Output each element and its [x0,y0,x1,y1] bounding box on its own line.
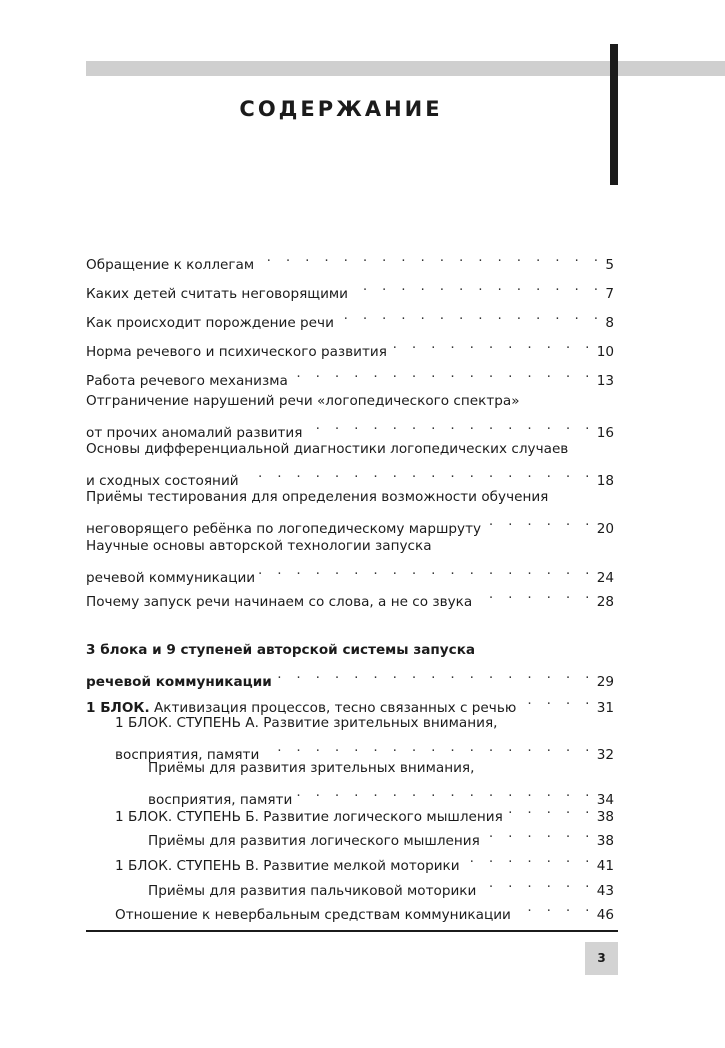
toc-block-label: 1 БЛОК. [86,700,150,716]
toc-entry-line [86,361,614,389]
toc-page-number: 13 [596,373,614,389]
toc-entry[interactable] [115,711,614,763]
toc-entry-text: от прочих аномалий развития [86,425,303,441]
dot-leader [276,662,595,686]
dot-leader [352,274,603,298]
toc-entry-line [86,688,614,716]
toc-page-number: 16 [596,425,614,441]
toc-entry-text: Каких детей считать неговорящими [86,286,349,302]
toc-page-number: 5 [605,257,614,273]
dot-leader [507,797,595,821]
toc-entry-line: Основы дифференциальной диагностики логопедических случаев [86,441,569,457]
dot-leader [259,558,595,582]
toc-entry-text: 1 БЛОК. СТУПЕНЬ В. Развитие мелкой моторики [115,858,460,874]
toc-page-number: 24 [596,570,614,586]
toc-page-number: 43 [596,883,614,899]
toc-entry[interactable] [115,797,614,825]
toc-entry[interactable] [86,245,614,273]
toc-entry-text: Активизация процессов, тесно связанных с речью [149,700,517,716]
toc-page-number: 18 [596,473,614,489]
dot-leader [484,821,595,845]
toc-entry[interactable] [115,846,614,874]
toc-entry[interactable] [86,332,614,360]
toc-entry-text: Работа речевого механизма [86,373,288,389]
toc-entry-text: и сходных состояний [86,473,239,489]
toc-entry[interactable] [148,821,614,849]
toc-entry-text: восприятия, памяти [148,792,293,808]
dot-leader [391,332,595,356]
dot-leader [485,509,595,533]
toc-entry-line [86,245,614,273]
toc-entry-text: 1 БЛОК. СТУПЕНЬ Б. Развитие логического мышления [115,809,503,825]
toc-page-number: 34 [596,792,614,808]
toc-page-number: 31 [596,700,614,716]
toc-entry-line: Отграничение нарушений речи «логопедического спектра» [86,393,520,409]
toc-entry[interactable] [86,303,614,331]
dot-leader [258,245,603,269]
toc-page-number: 20 [596,521,614,537]
dot-leader [476,582,594,606]
toc-entry-text: Приёмы для развития логического мышления [148,833,480,849]
toc-entry-text: Почему запуск речи начинаем со слова, а не со звука [86,594,473,610]
toc-entry-line [86,413,614,441]
toc-entry-line [86,303,614,331]
dot-leader [243,461,595,485]
toc-entry[interactable] [86,485,614,537]
toc-entry[interactable] [86,361,614,389]
toc-entry-line [86,461,614,489]
dot-leader [520,688,594,712]
toc-entry-line: Научные основы авторской технологии запуска [86,538,432,554]
toc-page-number: 46 [596,907,614,923]
toc-entry-text: Норма речевого и психического развития [86,344,387,360]
toc-page-number: 41 [596,858,614,874]
toc-entry[interactable] [115,895,614,923]
toc-entry[interactable] [86,437,614,489]
dot-leader [464,846,595,870]
toc-entry-text: Как происходит порождение речи [86,315,334,331]
toc-page-number: 7 [605,286,614,302]
toc-entry-line: Приёмы тестирования для определения возможности обучения [86,489,549,505]
toc-entry-line [86,582,614,610]
toc-entry-text: Обращение к коллегам [86,257,255,273]
toc-entry[interactable] [86,582,614,610]
page-title: СОДЕРЖАНИЕ [239,97,443,121]
toc-page-number: 8 [605,315,614,331]
dot-leader [480,871,594,895]
toc-entry-line [86,274,614,302]
toc-entry[interactable] [86,274,614,302]
toc-section-entry[interactable] [86,638,614,690]
toc-page-number: 29 [596,674,614,690]
toc-entry-text: речевой коммуникации [86,674,272,690]
toc-entry-line [86,558,614,586]
toc-entry-text: Отношение к невербальным средствам коммуникации [115,907,511,923]
table-of-contents [86,0,614,1048]
toc-entry-line [115,846,614,874]
toc-page-number: 32 [596,747,614,763]
toc-entry-text: Приёмы для развития пальчиковой моторики [148,883,477,899]
toc-entry[interactable] [86,389,614,441]
toc-entry-line [86,509,614,537]
toc-entry-line [86,332,614,360]
dot-leader [338,303,603,327]
toc-entry-text: неговорящего ребёнка по логопедическому маршруту [86,521,482,537]
toc-entry-line [115,797,614,825]
toc-block-entry[interactable] [86,688,614,716]
toc-entry-line [148,821,614,849]
dot-leader [292,361,595,385]
toc-entry-line: Приёмы для развития зрительных внимания, [148,760,475,776]
toc-entry[interactable] [86,534,614,586]
toc-page-number: 10 [596,344,614,360]
toc-entry-line [86,662,614,690]
toc-entry-text: речевой коммуникации [86,570,256,586]
toc-entry[interactable] [148,871,614,899]
toc-page-number: 38 [596,833,614,849]
dot-leader [306,413,594,437]
toc-page-number: 38 [596,809,614,825]
toc-entry-line [148,871,614,899]
toc-page-number: 28 [596,594,614,610]
footer-rule [86,930,618,932]
toc-entry-line [115,895,614,923]
toc-entry-line: 3 блока и 9 ступеней авторской системы запуска [86,642,476,658]
toc-entry-text: восприятия, памяти [115,747,260,763]
page-number-box: 3 [585,942,618,975]
toc-entry-line: 1 БЛОК. СТУПЕНЬ А. Развитие зрительных внимания, [115,715,498,731]
dot-leader [515,895,595,919]
